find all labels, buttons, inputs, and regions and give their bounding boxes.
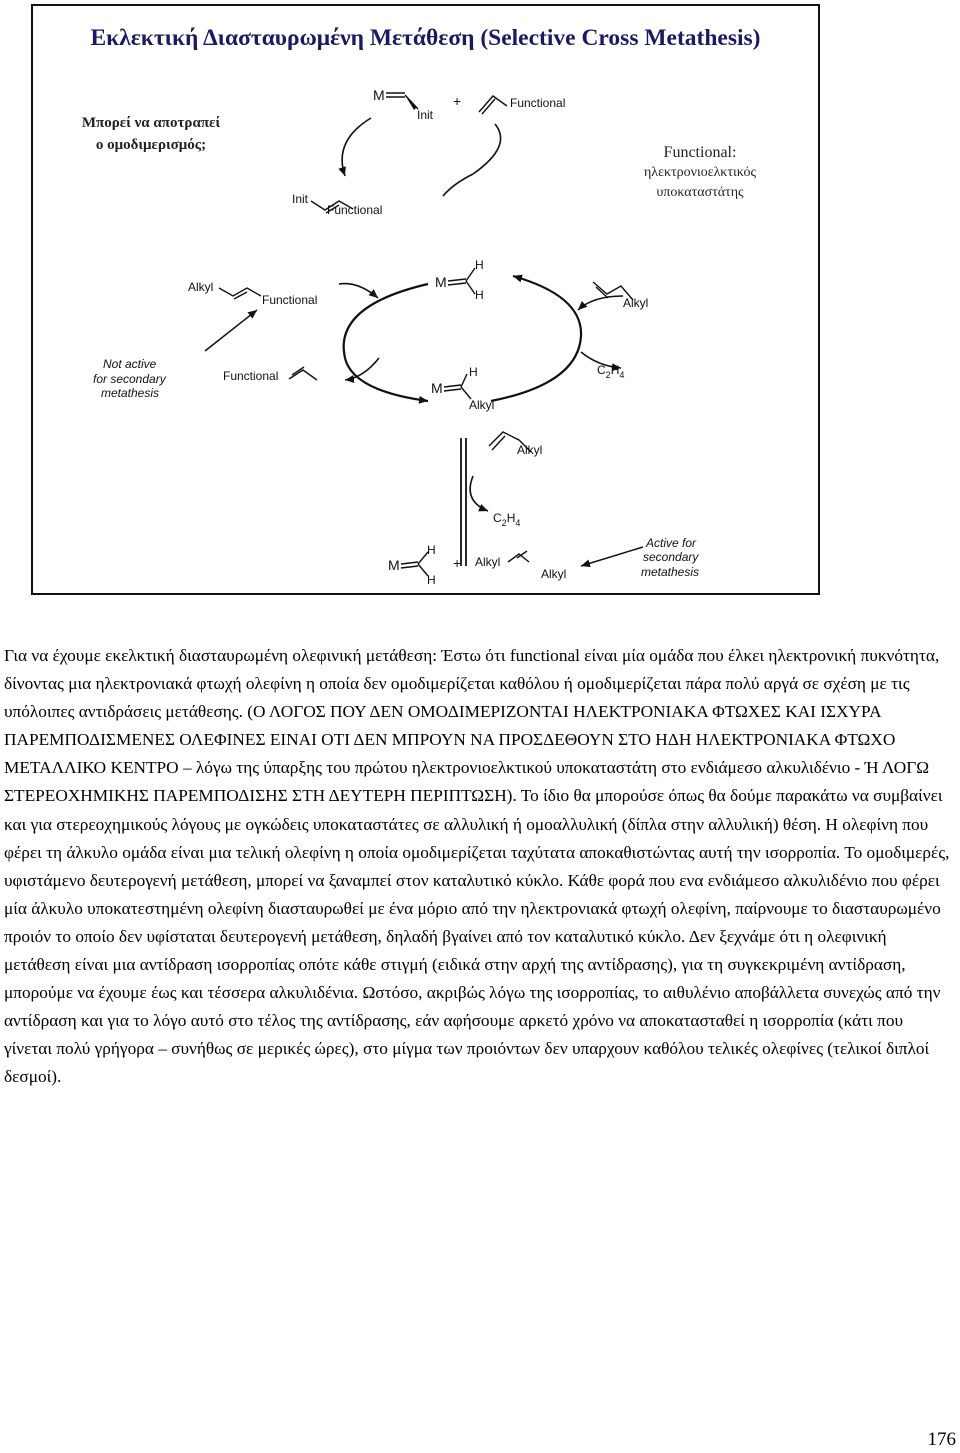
active-note: [581, 536, 699, 579]
metathesis-scheme: [33, 6, 822, 597]
alkyl-label-5: Alkyl: [475, 555, 501, 569]
alkyl-functional-olefin: [188, 280, 317, 307]
init-label: Init: [417, 108, 434, 122]
metal-label-3: M: [431, 380, 443, 396]
metal-label-2: M: [435, 274, 447, 290]
alkylidene-bottom: [431, 365, 494, 412]
not-active-note: [93, 310, 257, 400]
plus-sign-2: +: [453, 555, 462, 571]
functional-desc-line-1: ηλεκτρονιοελκτικός: [643, 165, 757, 180]
metal-label-4: M: [388, 557, 400, 573]
slide-title: Εκλεκτική Διασταυρωμένη Μετάθεση (Selective Cross Metathesis): [90, 25, 761, 51]
h-label-3: H: [469, 365, 478, 379]
functional-product-label: Functional: [327, 203, 383, 217]
question-line-1: Μπορεί να αποτραπεί: [81, 115, 221, 131]
slide-figure: [31, 4, 820, 595]
homodimer-olefin: [489, 432, 542, 457]
not-active-line-3: metathesis: [101, 386, 160, 400]
functional-olefin-label: Functional: [510, 96, 566, 110]
methylidene-bottom: [388, 543, 436, 587]
body-paragraph: Για να έχουμε εκελκτική διασταυρωμένη ολεφινική μετάθεση: Έστω ότι functional είναι μία ομάδα που έλκει ηλεκτρονική πυκνότητα, δίνοντας μια ηλεκτρονιακά φτωχή ολεφίνη η οποία δεν ομοδιμερίζεται καθόλου ή ομοδιμερίζεται πάρα πολύ αργά σε σχέση με τις υπόλοιπες αντιδράσεις μετάθεσης. (Ο ΛΟΓΟΣ ΠΟΥ ΔΕΝ ΟΜΟΔΙΜΕΡΙΖΟΝΤΑΙ ΗΛΕΚΤΡΟΝΙΑΚΑ ΦΤΩΧΕΣ ΚΑΙ ΙΣΧΥΡΑ ΠΑΡΕΜΠΟΔΙΣΜΕΝΕΣ ΟΛΕΦΙΝΕΣ ΕΙΝΑΙ ΟΤΙ ΔΕΝ ΜΠΡΟΥΝ ΝΑ ΠΡΟΣΔΕΘΟΥΝ ΣΤΟ ΗΔΗ ΗΛΕΚΤΡΟΝΙΑΚΑ ΦΤΩΧΟ ΜΕΤΑΛΛΙΚΟ ΚΕΝΤΡΟ – λόγω της ύπαρξης του πρώτου ηλεκτρονιοελκτικού υποκαταστάτη στο ενδιάμεσο αλκυλιδένιο - Ή ΛΟΓΩ ΣΤΕΡΕΟΧΗΜΙΚΗΣ ΠΑΡΕΜΠΟΔΙΣΗΣ ΣΤΗ ΔΕΥΤΕΡΗ ΠΕΡΙΠΤΩΣΗ). Το ίδιο θα μπορούσε όπως θα δούμε παρακάτω να συμβαίνει και για στερεοχημικούς λόγους με ογκώδεις υποκαταστάτες σε αλλυλική ή ομοαλλυλική (δίπλα στην αλλυλική) θέση. Η ολεφίνη που φέρει τη άλκυλο ομάδα είναι μια τελική ολεφίνη η οποία ομοδιμερίζεται ταχύτατα αποκαθιστώντας αυτή την ισορροπία. Το ομοδιμερές, υφιστάμενο δευτερογενή μετάθεση, μπορεί να ξαναμπεί στον καταλυτικό κύκλο. Κάθε φορά που ενα ενδιάμεσο αλκυλιδένιο που φέρει μία άλκυλο υποκατεστημένη ολεφίνη διασταυρωθεί με ένα μόριο από την ηλεκτρονιακά φτωχή ολεφίνη, παίρνουμε το διασταυρωμένο προιόν το οποίο δεν υφίσταται δευτερογενή μετάθεση, δηλαδή βγαίνει από τον καταλυτικό κύκλο. Δεν ξεχνάμε ότι η ολεφινική μετάθεση είναι μια αντίδραση ισορροπίας οπότε κάθε στιγμή (ειδικά στην αρχή της αντίδρασης), για τη συγκεκριμένη αντίδραση, μπορούμε να έχουμε έως και τέσσερα αλκυλιδένια. Ωστόσο, ακριβώς λόγω της ισορροπίας, το αιθυλένιο αποβάλλετα συνεχώς από την αντίδραση και για το λόγο αυτό στο τέλος της αντίδρασης, εάν αφήσουμε αρκετό χρόνο να αποκατασταθεί η ισορροπία (κάτι που γίνεται πολύ γρήγορα – συνήθως σε μερικές ώρες), στο μίγμα των προιόντων δεν υπαρχουν καθόλου τελικές ολεφίνες (τελικοί διπλοί δεσμοί).: [4, 646, 950, 1087]
active-line-2: secondary: [643, 550, 699, 564]
functional-olefin: [479, 96, 565, 114]
functional-label-3: Functional: [223, 369, 279, 383]
not-active-line-2: for secondary: [93, 372, 166, 386]
page-number: 176: [927, 1429, 956, 1450]
not-active-line-1: Not active: [103, 357, 157, 371]
init-functional-product: [292, 192, 382, 217]
functional-label-2: Functional: [262, 293, 318, 307]
alkyl-label-1: Alkyl: [188, 280, 214, 294]
init-product-label: Init: [292, 192, 309, 206]
ethylene-label-1: $C_2H_4$: [597, 363, 625, 380]
alkyl-label-3: Alkyl: [469, 398, 495, 412]
ethylene-out: [597, 363, 624, 380]
ethylene-label-2: $C_2H_4$: [493, 511, 521, 528]
h-label-2: H: [475, 288, 484, 302]
internal-alkene: [475, 551, 566, 581]
alkyl-label-2: Alkyl: [623, 296, 649, 310]
question-line-2: ο ομοδιμερισμός;: [95, 137, 207, 153]
functional-desc-line-2: υποκαταστάτης: [656, 185, 744, 200]
alkyl-label-4: Alkyl: [517, 443, 543, 457]
h-label-5: H: [427, 573, 436, 587]
alkyl-label-6: Alkyl: [541, 567, 567, 581]
active-line-1: Active for: [646, 536, 697, 550]
functional-olefin-out: [223, 367, 317, 383]
h-label-1: H: [475, 258, 484, 272]
functional-label: Functional:: [663, 144, 737, 161]
metal-label: M: [373, 87, 385, 103]
h-label-4: H: [427, 543, 436, 557]
active-line-3: metathesis: [641, 565, 700, 579]
plus-sign: +: [453, 93, 462, 109]
initiator-carbene: [373, 87, 434, 122]
methylidene-top: [435, 258, 484, 302]
